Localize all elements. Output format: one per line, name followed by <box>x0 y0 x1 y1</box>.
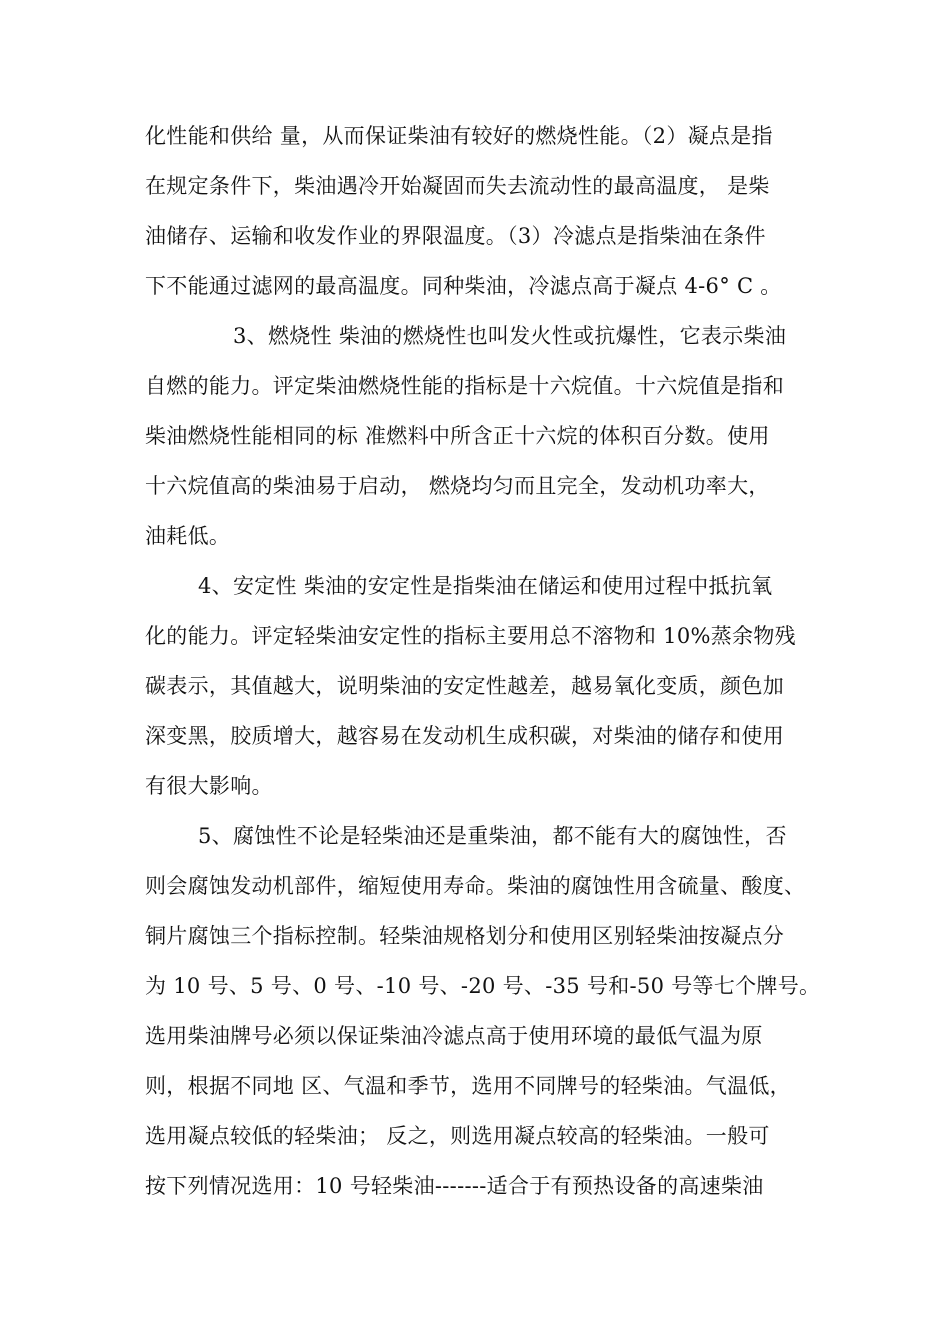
text-line: 深变黑，胶质增大，越容易在发动机生成积碳，对柴油的储存和使用 <box>145 724 784 748</box>
text-line: 在规定条件下，柴油遇冷开始凝固而失去流动性的最高温度， 是柴 <box>145 174 770 198</box>
text-line: 自燃的能力。评定柴油燃烧性能的指标是十六烷值。十六烷值是指和 <box>145 374 784 398</box>
text-line: 柴油燃烧性能相同的标 准燃料中所含正十六烷的体积百分数。使用 <box>145 424 770 448</box>
text-line: 十六烷值高的柴油易于启动， 燃烧均匀而且完全，发动机功率大， <box>145 474 770 498</box>
text-line: 为 10 号、5 号、0 号、-10 号、-20 号、-35 号和-50 号等七个牌号。 <box>145 974 821 998</box>
text-line: 化性能和供给 量，从而保证柴油有较好的燃烧性能。（2）凝点是指 <box>145 124 773 148</box>
paragraph-heading-combustion: 3、燃烧性 柴油的燃烧性也叫发火性或抗爆性，它表示柴油 <box>233 324 787 348</box>
text-line: 化的能力。评定轻柴油安定性的指标主要用总不溶物和 10%蒸余物残 <box>145 624 796 648</box>
text-line: 则会腐蚀发动机部件，缩短使用寿命。柴油的腐蚀性用含硫量、酸度、 <box>145 874 806 898</box>
paragraph-heading-corrosion: 5、腐蚀性不论是轻柴油还是重柴油，都不能有大的腐蚀性，否 <box>198 824 787 848</box>
text-line: 选用凝点较低的轻柴油； 反之，则选用凝点较高的轻柴油。一般可 <box>145 1124 770 1148</box>
text-line: 下不能通过滤网的最高温度。同种柴油，冷滤点高于凝点 4-6° C 。 <box>145 274 782 298</box>
text-line: 油耗低。 <box>145 524 231 548</box>
text-line: 按下列情况选用：10 号轻柴油-------适合于有预热设备的高速柴油 <box>145 1174 764 1198</box>
text-line: 油储存、运输和收发作业的界限温度。（3）冷滤点是指柴油在条件 <box>145 224 766 248</box>
paragraph-heading-stability: 4、安定性 柴油的安定性是指柴油在储运和使用过程中抵抗氧 <box>198 574 773 598</box>
text-line: 选用柴油牌号必须以保证柴油冷滤点高于使用环境的最低气温为原 <box>145 1024 763 1048</box>
text-line: 有很大影响。 <box>145 774 273 798</box>
text-line: 铜片腐蚀三个指标控制。轻柴油规格划分和使用区别轻柴油按凝点分 <box>145 924 784 948</box>
text-line: 碳表示，其值越大，说明柴油的安定性越差，越易氧化变质，颜色加 <box>145 674 784 698</box>
text-line: 则，根据不同地 区、气温和季节，选用不同牌号的轻柴油。气温低， <box>145 1074 791 1098</box>
